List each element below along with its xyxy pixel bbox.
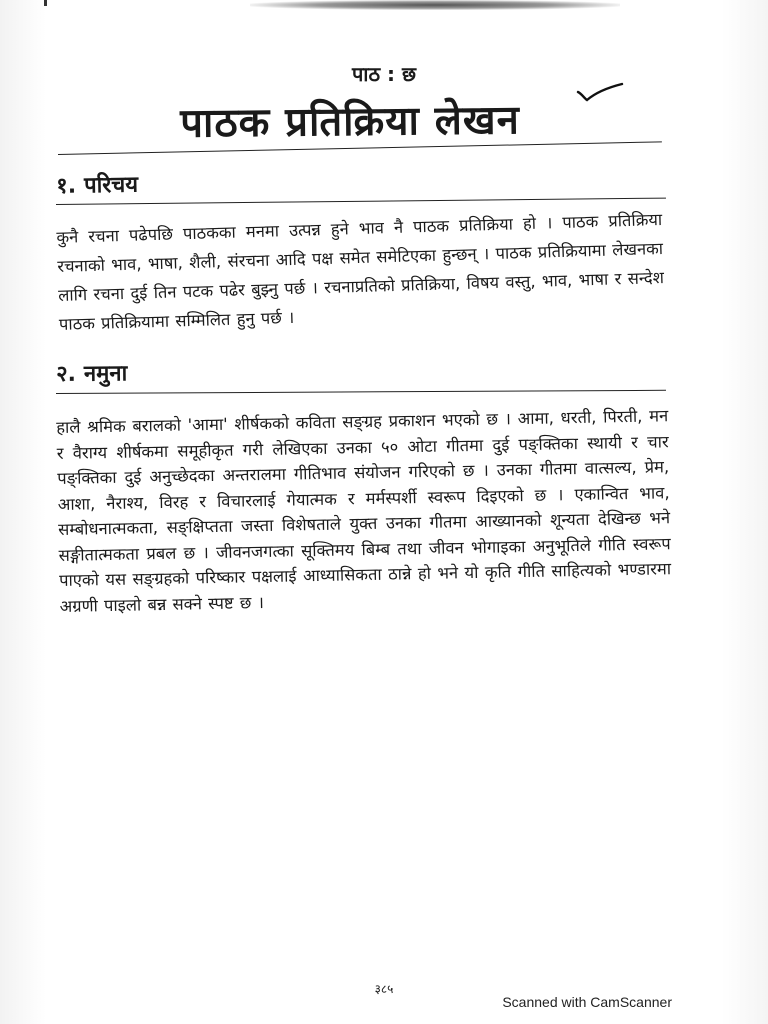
section-number: १. <box>56 173 77 199</box>
binding-shadow <box>250 0 620 10</box>
page-number: ३८५ <box>374 982 394 996</box>
page-title: पाठक प्रतिक्रिया लेखन <box>180 97 521 147</box>
sample-paragraph: हालै श्रमिक बरालको 'आमा' शीर्षकको कविता सङ्ग्रह प्रकाशन भएको छ । आमा, धरती, पिरती, मन र वैराग्य शीर्षकमा समूहीकृत गरी लेखिएका उनका ५० ओटा गीतमा दुई पङ्क्तिका स्थायी र चार पङ्क्तिका दुई अनुच्छेदका अन्तरालमा गीतिभाव संयोजन गरिएको छ । उनका गीतमा वात्सल्य, प्रेम, आशा, नैराश्य, विरह र विचारलाई गेयात्मक र मर्मस्पर्शी स्वरूप दिइएको छ । एकान्वित भाव, सम्बोधनात्मकता, सङ्क्षिप्तता जस्ता विशेषताले युक्त उनका गीतमा आख्यानको शून्यता देखिन्छ भने सङ्गीतात्मकता प्रबल छ । जीवनजगत्का सूक्तिमय बिम्ब तथा जीवन भोगाइका अनुभूतिले गीति स्वरूप पाएको यस सङ्ग्रहको परिष्कार पक्षलाई आध्यासिकता ठान्ने हो भने यो कृति गीति साहित्यको भण्डारमा अग्रणी पाइलो बन्न सक्ने स्पष्ट छ । <box>56 406 672 616</box>
handwritten-tick-mark <box>576 80 624 104</box>
intro-paragraph: कुनै रचना पढेपछि पाठकका मनमा उत्पन्न हुने भाव नै पाठक प्रतिक्रिया हो । पाठक प्रतिक्रिया रचनाको भाव, भाषा, शैली, संरचना आदि पक्ष समेत समेटिएका हुन्छन् । पाठक प्रतिक्रियामा लेखनका लागि रचना दुई तिन पटक पढेर बुझ्नु पर्छ । रचनाप्रतिको प्रतिक्रिया, विषय वस्तु, भाव, भाषा र सन्देश पाठक प्रतिक्रियामा सम्मिलित हुनु पर्छ । <box>56 210 665 334</box>
section-heading-intro <box>56 169 138 200</box>
section-number: २. <box>56 361 77 387</box>
page-edge-mark <box>44 0 47 6</box>
lesson-label: पाठ : छ <box>351 62 417 86</box>
section-rule <box>56 198 666 205</box>
section-title: परिचय <box>83 172 139 199</box>
section-title: नमुना <box>83 361 128 387</box>
scanner-watermark: Scanned with CamScanner <box>502 994 672 1010</box>
section-rule <box>56 390 666 394</box>
section-heading-sample <box>56 357 127 388</box>
